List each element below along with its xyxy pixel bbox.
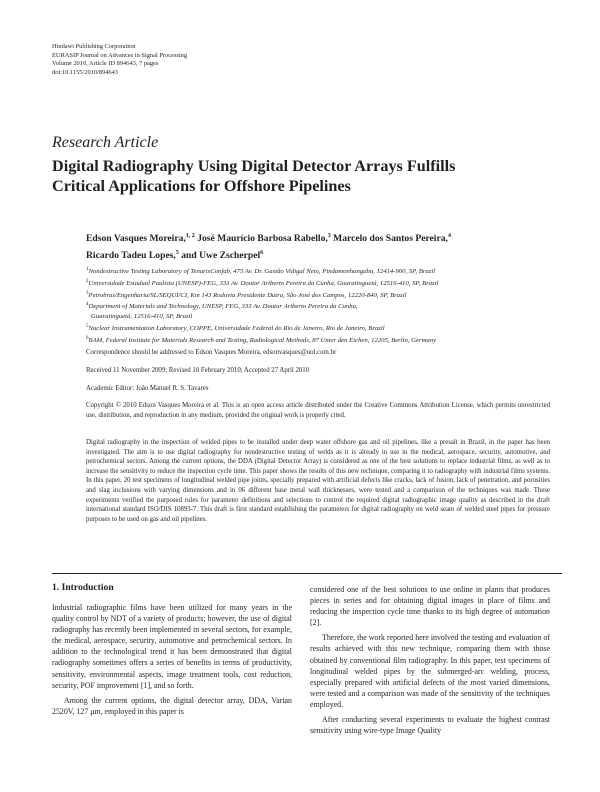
doi[interactable]: doi:10.1155/2010/894643 (52, 68, 118, 76)
author-name: Ricardo Tadeu Lopes, (86, 250, 176, 262)
author-list (86, 229, 556, 263)
paragraph: After conducting several experiments to evaluate the highest contrast sensitivity using wire-type Image Quality (310, 715, 550, 736)
academic-editor: Academic Editor: João Manuel R. S. Tavares (86, 385, 209, 392)
article-type: Research Article (52, 134, 159, 151)
section-divider (52, 573, 562, 574)
author-name: and Uwe Zscherpel (181, 250, 261, 262)
title-line-2: Critical Applications for Offshore Pipelines (52, 176, 351, 195)
author-affil-ref: 5 (175, 250, 179, 257)
paragraph: Industrial radiographic films have been utilized for many years in the quality control by NDT of a variety of products; however, the use of digital radiography has recently been implemented in several sectors, for example, the medical, aerospace, security, automotive and petrochemical sectors. In addition to the technological trend it has been demonstrated that digital radiography sometimes offers a series of benefits in terms of productivity, sensitivity, environmental aspects, image treatment tools, cost reduction, security, POF improvement [1], and so forth. (52, 603, 292, 690)
copyright-notice: Copyright © 2010 Edson Vasques Moreira et al. This is an open access article distributed under the Creative Commons Attribution License, which permits unrestricted use, distribution, and reproduction in any medium, provided the original work is properly cited. (86, 402, 550, 419)
author-name: Edson Vasques Moreira, (86, 233, 186, 245)
affiliation-item: $^2$Universidade Estadual Paulista (UNESP)-FEG, 333 Av. Doutor Ariberto Pereira da Cunha, Guaratinguetá, 12516-410, SP, Brazil (86, 278, 439, 288)
author-affil-ref: 3 (327, 233, 331, 239)
affiliation-item: $^3$Petrobras/Engenharia/SL/SEQUI/CI, Km 143 Rodovia Presidente Dutra, São José dos Campos, 12220-840, SP, Brazil (86, 290, 407, 299)
affiliation-item: $^5$Nuclear Instrumentation Laboratory, COPPE, Universidade Federal do Rio de Janeiro, Rio de Janeiro, Brazil (86, 323, 385, 333)
paragraph: Therefore, the work reported here involved the testing and evaluation of results achieved with this new technique, comparing them with those obtained by conventional film radiography. In this paper, test specimens of longitudinal welded pipes by the submerged-arc welding, process, especially prepared with artificial defects of the most varied dimensions, were tested and a comparison was made of the sensitivity of the techniques employed. (310, 633, 550, 709)
author-affil-ref: 4 (447, 233, 451, 239)
correspondence[interactable]: Correspondence should be addressed to Edson Vasques Moreira, edsonvasques@uol.com.br (86, 349, 337, 356)
journal-name: EURASIP Journal on Advances in Signal Processing (52, 51, 188, 59)
column-right (310, 584, 550, 736)
volume-info: Volume 2010, Article ID 894643, 7 pages (52, 60, 159, 68)
affiliation-item: $^4$Department of Materials and Technology, UNESP, FEG, 333 Av. Doutor Ariberto Pereira da Cunha, (86, 302, 358, 311)
author-name: Marcelo dos Santos Pereira, (333, 233, 448, 245)
paragraph: Among the current options, the digital detector array, DDA, Varian 2520V, 127 μm, employed in this paper is (52, 695, 292, 716)
author-affil-ref: 1, 2 (185, 233, 195, 239)
paragraph: considered one of the best solutions to use online in plants that produces pieces in series and for obtaining digital images in place of films and reducing the inspection cycle time thanks to its high degree of automation [2]. (310, 585, 550, 628)
title-line-1: Digital Radiography Using Digital Detector Arrays Fulfills (52, 157, 456, 175)
publisher: Hindawi Publishing Corporation (52, 43, 136, 50)
received-dates: Received 11 November 2009; Revised 10 February 2010; Accepted 27 April 2010 (86, 367, 310, 374)
author-name: José Maurício Barbosa Rabello, (197, 233, 328, 245)
abstract: Digital radiography in the inspection of welded pipes to be installed under deep water offshore gas and oil pipelines, like a presalt in Brazil, in the paper has been investigated. The aim is to use digital radiography for nondestructive testing of welds as it is already in use in the medical, aerospace, security, automotive, and petrochemical sectors. Among the current options, the DDA (Digital Detector Array) is considered as one of the best solutions to replace industrial films, as well as to increase the sensitivity to reduce the inspection cycle time. This paper shows the results of this new technique, comparing it to radiography with industrial films systems. In this paper, 20 test specimens of longitudinal welded pipe joints, specially prepared with artificial defects like cracks, lack of fusion, lack of penetration, and porosities and slag inclusions with varying dimensions and in 06 different base metal wall thicknesses, were tested and a comparison of the techniques was made. These experiments verified the purposed rules for parameter definitions and selections to control the required digital radiographic image quality as described in the draft international standard ISO/DIS 10893-7. This draft is first standard establishing the parameters for digital radiography on weld seam of welded steel pipes for pressure purposes to be used on gas and oil pipelines. (86, 439, 550, 523)
affiliation-list (86, 265, 556, 346)
column-left (52, 602, 292, 717)
journal-header (52, 43, 187, 77)
affiliation-continuation: Guaratinguetá, 12516-410, SP, Brazil (91, 313, 193, 321)
affiliation-item: $^1$Nondestructive Testing Laboratory of TenarisConfab, 475 Av. Dr. Gastão Vidigal Neto, Pindamonhangaba, 12414-900, SP, Brazil (86, 267, 436, 276)
affiliation-item: $^6$BAM, Federal Institute for Materials Research and Testing, Radiological Methods, 87 Unter den Eichen, 12205, Berlin, Germany (86, 335, 437, 344)
author-affil-ref: 6 (260, 250, 264, 257)
paper-title (52, 157, 562, 196)
section-heading-introduction: 1. Introduction (52, 582, 114, 593)
